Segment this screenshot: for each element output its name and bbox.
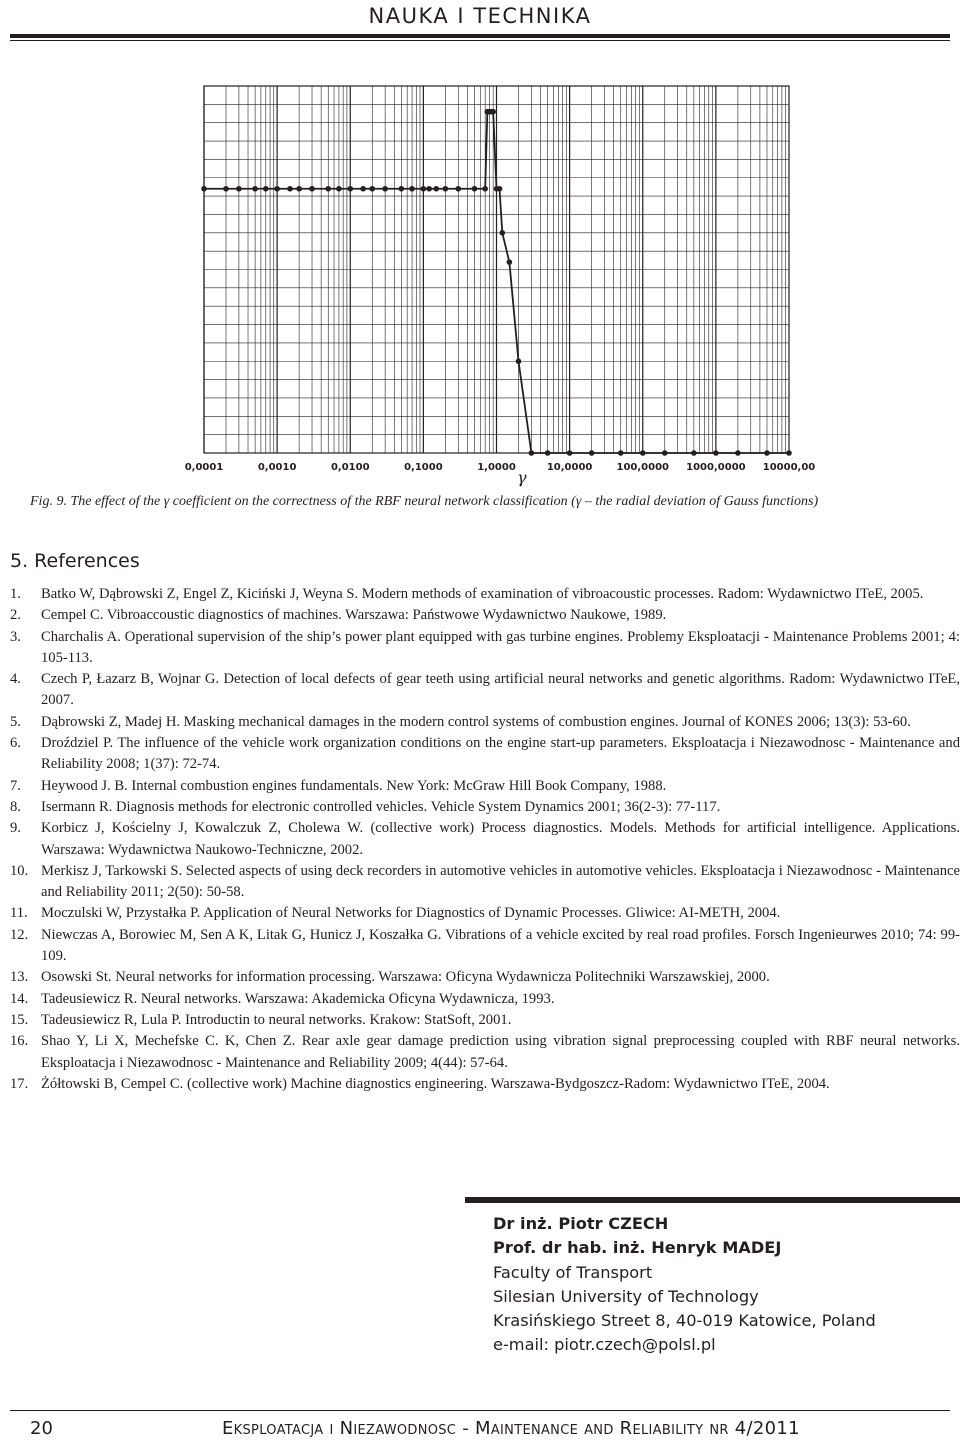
reference-text: Osowski St. Neural networks for information processing. Warszawa: Oficyna Wydawnicza Politechniki Warszawskiej, 2000.	[41, 969, 770, 986]
reference-item	[10, 797, 960, 818]
figure-caption: Fig. 9. The effect of the γ coefficient on the correctness of the RBF neural network classification (γ – the radial deviation of Gauss functions)	[30, 494, 819, 509]
reference-text: Isermann R. Diagnosis methods for electronic controlled vehicles. Vehicle System Dynamics 2001; 36(2-3): 77-117.	[41, 798, 721, 815]
data-point	[443, 186, 449, 192]
reference-item	[10, 925, 960, 968]
data-point	[618, 450, 624, 456]
x-tick-label: 1,0000	[477, 462, 516, 473]
data-point	[263, 186, 269, 192]
data-point	[529, 450, 535, 456]
section-title: 5. References	[10, 550, 140, 572]
data-point	[516, 358, 522, 364]
reference-number: 1.	[10, 586, 21, 602]
reference-text: Niewczas A, Borowiec M, Sen A K, Litak G, Hunicz J, Koszałka G. Vibrations of a vehicle excited by real road profiles. Forsch Ingenieurwes 2010; 74: 99-109.	[41, 926, 960, 965]
reference-text: Korbicz J, Kościelny J, Kowalczuk Z, Cholewa W. (collective work) Process diagnostics. Models. Methods for artificial intelligence. Applications. Warszawa: Wydawnictwa Naukowo-Techniczne, 2002.	[41, 820, 960, 858]
footer-rule	[10, 1410, 950, 1411]
data-point	[274, 186, 280, 192]
reference-item	[10, 712, 960, 733]
reference-item	[10, 584, 960, 605]
reference-text: Tadeusiewicz R, Lula P. Introductin to neural networks. Krakow: StatSoft, 2001.	[41, 1011, 512, 1028]
reference-number: 15.	[10, 1011, 29, 1028]
reference-number: 9.	[10, 820, 21, 837]
data-point	[567, 450, 573, 456]
chart-grid	[204, 86, 789, 453]
data-point	[369, 186, 375, 192]
x-tick-labels	[185, 462, 816, 473]
x-tick-label: 0,0100	[330, 462, 370, 473]
data-point	[589, 450, 595, 456]
reference-item	[10, 967, 960, 988]
reference-text: Droździel P. The influence of the vehicle work organization conditions on the engine start-up parameters. Eksploatacja i Niezawodnosc - Maintenance and Reliability 2008; 1(37): 72-74.	[41, 735, 960, 773]
author-rule	[465, 1197, 960, 1203]
author-info	[493, 1212, 876, 1358]
reference-item	[10, 1074, 960, 1095]
data-point	[691, 450, 697, 456]
reference-text: Cempel C. Vibroaccoustic diagnostics of machines. Warszawa: Państwowe Wydawnictwo Naukowe, 1989.	[41, 607, 667, 624]
reference-number: 7.	[10, 777, 21, 794]
reference-text: Charchalis A. Operational supervision of the ship’s power plant equipped with gas turbine engines. Problemy Eksploatacji - Maintenance Problems 2001; 4: 105-113.	[41, 628, 960, 666]
reference-text: Tadeusiewicz R. Neural networks. Warszawa: Akademicka Oficyna Wydawnicza, 1993.	[41, 990, 555, 1007]
reference-item	[10, 861, 960, 904]
data-point	[786, 450, 792, 456]
header-rule-thin	[10, 40, 950, 41]
faculty: Faculty of Transport	[493, 1262, 653, 1282]
data-point	[545, 450, 551, 456]
x-tick-label: 10000,00	[762, 462, 816, 473]
data-point	[382, 186, 388, 192]
reference-text: Żółtowski B, Cempel C. (collective work) Machine diagnostics engineering. Warszawa-Bydgoszcz-Radom: Wydawnictwo ITeE, 2004.	[41, 1075, 830, 1092]
data-point	[336, 186, 342, 192]
running-header: NAUKA I TECHNIKA	[368, 4, 592, 28]
x-tick-label: 1000,0000	[686, 462, 746, 473]
data-point	[309, 186, 315, 192]
data-point	[223, 186, 229, 192]
data-point	[482, 186, 488, 192]
data-point	[662, 450, 668, 456]
gamma-correctness-chart	[180, 75, 816, 487]
data-point	[201, 186, 207, 192]
reference-text: Czech P, Łazarz B, Wojnar G. Detection of local defects of gear teeth using artificial neural networks and genetic algorithms. Radom: Wydawnictwo ITeE, 2007.	[41, 671, 960, 709]
reference-item	[10, 605, 960, 626]
reference-text: Shao Y, Li X, Mechefske C. K, Chen Z. Rear axle gear damage prediction using vibration signal preprocessing coupled with RBF neural networks. Eksploatacja i Niezawodnosc - Maintenance and Reliability 2009; 4(44): 57-64.	[41, 1033, 960, 1071]
data-point	[455, 186, 461, 192]
reference-number: 6.	[10, 735, 21, 752]
data-point	[507, 259, 513, 265]
reference-number: 12.	[10, 926, 29, 943]
data-point	[360, 186, 366, 192]
data-point	[287, 186, 293, 192]
data-point	[325, 186, 331, 192]
reference-number: 4.	[10, 671, 21, 688]
author-2: Prof. dr hab. inż. Henryk MADEJ	[493, 1238, 782, 1258]
reference-list	[10, 584, 960, 1095]
reference-number: 16.	[10, 1033, 29, 1050]
data-point	[409, 186, 415, 192]
data-point	[433, 186, 439, 192]
data-point	[713, 450, 719, 456]
x-tick-label: 0,1000	[404, 462, 443, 473]
reference-number: 5.	[10, 713, 21, 730]
header-rule	[10, 34, 950, 38]
reference-text: Heywood J. B. Internal combustion engines fundamentals. New York: McGraw Hill Book Company, 1988.	[41, 777, 667, 794]
email: e-mail: piotr.czech@polsl.pl	[493, 1335, 716, 1355]
reference-number: 14.	[10, 990, 29, 1007]
data-point	[499, 230, 505, 236]
data-point	[236, 186, 242, 192]
reference-item	[10, 903, 960, 924]
journal-title: Eksploatacja i Niezawodnosc - Maintenance and Reliability nr 4/2011	[222, 1418, 800, 1439]
data-point	[347, 186, 353, 192]
reference-item	[10, 669, 960, 712]
x-axis-label: γ	[517, 468, 527, 487]
reference-item	[10, 818, 960, 861]
reference-number: 2.	[10, 607, 21, 624]
x-tick-label: 10,0000	[546, 462, 593, 473]
x-tick-label: 0,0001	[184, 462, 224, 473]
reference-text: Moczulski W, Przystałka P. Application of Neural Networks for Diagnostics of Dynamic Processes. Gliwice: AI-METH, 2004.	[41, 905, 781, 922]
page-number: 20	[30, 1418, 53, 1439]
data-point	[399, 186, 405, 192]
data-point	[735, 450, 741, 456]
data-point	[252, 186, 258, 192]
data-point	[497, 186, 503, 192]
reference-text: Batko W, Dąbrowski Z, Engel Z, Kiciński J, Weyna S. Modern methods of examination of vibroacoustic processes. Radom: Wydawnictwo ITeE, 2005.	[41, 586, 924, 602]
reference-number: 11.	[10, 905, 28, 922]
reference-text: Merkisz J, Tarkowski S. Selected aspects of using deck recorders in automotive vehicles in automotive vehicles. Eksploatacja i Niezawodnosc - Maintenance and Reliability 2011; 2(50): 50-58.	[41, 862, 960, 901]
data-point	[296, 186, 302, 192]
reference-number: 10.	[10, 862, 29, 879]
address: Krasińskiego Street 8, 40-019 Katowice, Poland	[493, 1311, 876, 1331]
reference-item	[10, 1010, 960, 1031]
reference-number: 17.	[10, 1075, 29, 1092]
data-point	[764, 450, 770, 456]
reference-number: 3.	[10, 628, 21, 645]
x-tick-label: 0,0010	[257, 462, 297, 473]
data-point	[490, 109, 496, 115]
x-tick-label: 100,0000	[616, 462, 670, 473]
reference-item	[10, 1031, 960, 1074]
university: Silesian University of Technology	[493, 1286, 759, 1306]
reference-item	[10, 627, 960, 670]
reference-item	[10, 733, 960, 776]
reference-item	[10, 989, 960, 1010]
data-point	[640, 450, 646, 456]
data-point	[472, 186, 478, 192]
data-point	[426, 186, 432, 192]
reference-number: 8.	[10, 798, 21, 815]
reference-text: Dąbrowski Z, Madej H. Masking mechanical damages in the modern control systems of combustion engines. Journal of KONES 2006; 13(3): 53-60.	[41, 713, 911, 730]
data-point	[421, 186, 427, 192]
reference-number: 13.	[10, 969, 29, 986]
author-1: Dr inż. Piotr CZECH	[493, 1214, 669, 1233]
reference-item	[10, 776, 960, 797]
